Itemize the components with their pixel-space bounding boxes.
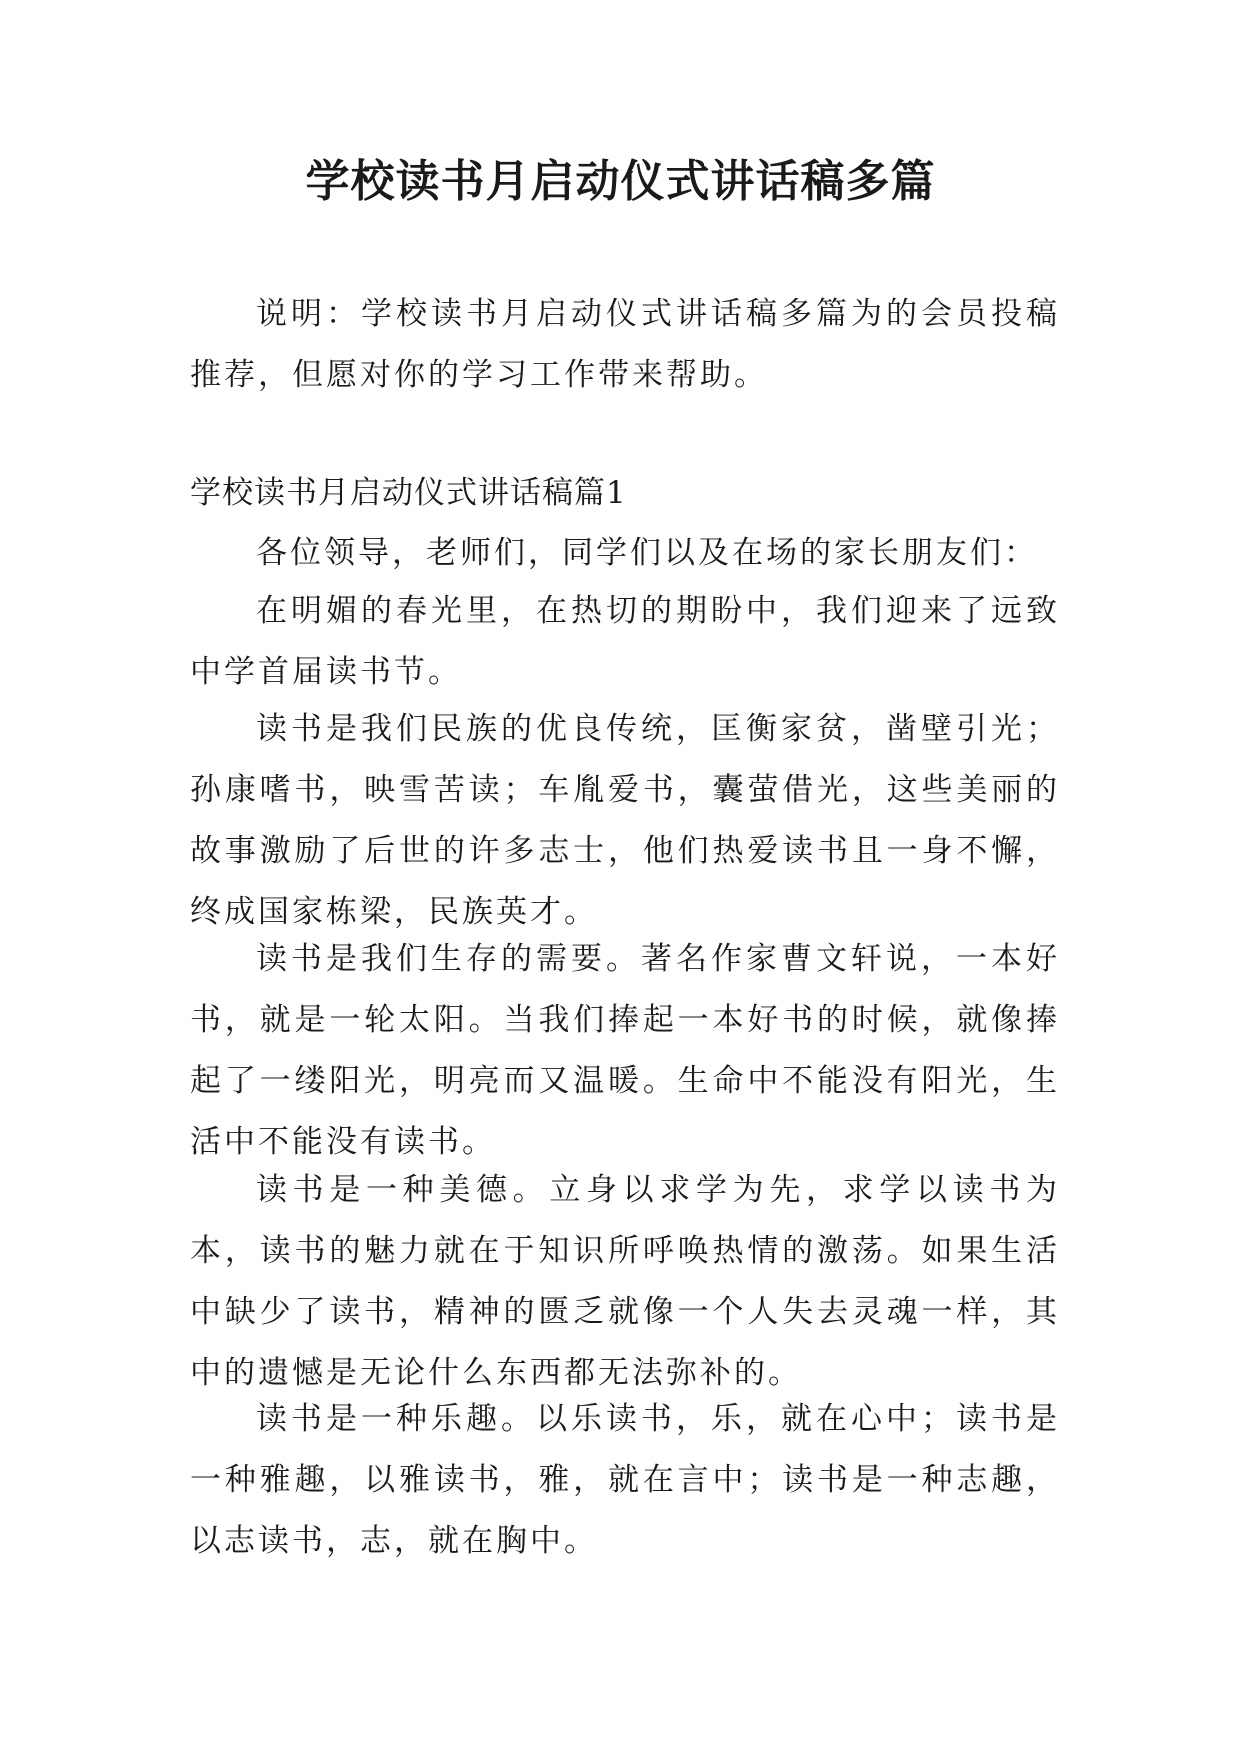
salutation-paragraph: 各位领导，老师们，同学们以及在场的家长朋友们： [256, 535, 1038, 571]
section-heading: 学校读书月启动仪式讲话稿篇1 [190, 475, 627, 511]
intro-paragraph: 说明：学校读书月启动仪式讲话稿多篇为的会员投稿推荐，但愿对你的学习工作带来帮助。 [190, 296, 1060, 393]
body-paragraph: 读书是我们生存的需要。著名作家曹文轩说，一本好书，就是一轮太阳。当我们捧起一本好书的时候，就像捧起了一缕阳光，明亮而又温暖。生命中不能没有阳光，生活中不能没有读书。 [190, 941, 1060, 1160]
body-paragraph: 在明媚的春光里，在热切的期盼中，我们迎来了远致中学首届读书节。 [190, 593, 1060, 690]
document-title: 学校读书月启动仪式讲话稿多篇 [305, 156, 936, 207]
body-paragraph: 读书是一种乐趣。以乐读书，乐，就在心中；读书是一种雅趣，以雅读书，雅，就在言中；读书是一种志趣，以志读书，志，就在胸中。 [190, 1401, 1060, 1559]
body-paragraph: 读书是一种美德。立身以求学为先，求学以读书为本，读书的魅力就在于知识所呼唤热情的激荡。如果生活中缺少了读书，精神的匮乏就像一个人失去灵魂一样，其中的遗憾是无论什么东西都无法弥补的。 [190, 1172, 1060, 1391]
body-paragraph: 读书是我们民族的优良传统，匡衡家贫，凿壁引光；孙康嗜书，映雪苦读；车胤爱书，囊萤借光，这些美丽的故事激励了后世的许多志士，他们热爱读书且一身不懈，终成国家栋梁，民族英才。 [190, 711, 1060, 930]
